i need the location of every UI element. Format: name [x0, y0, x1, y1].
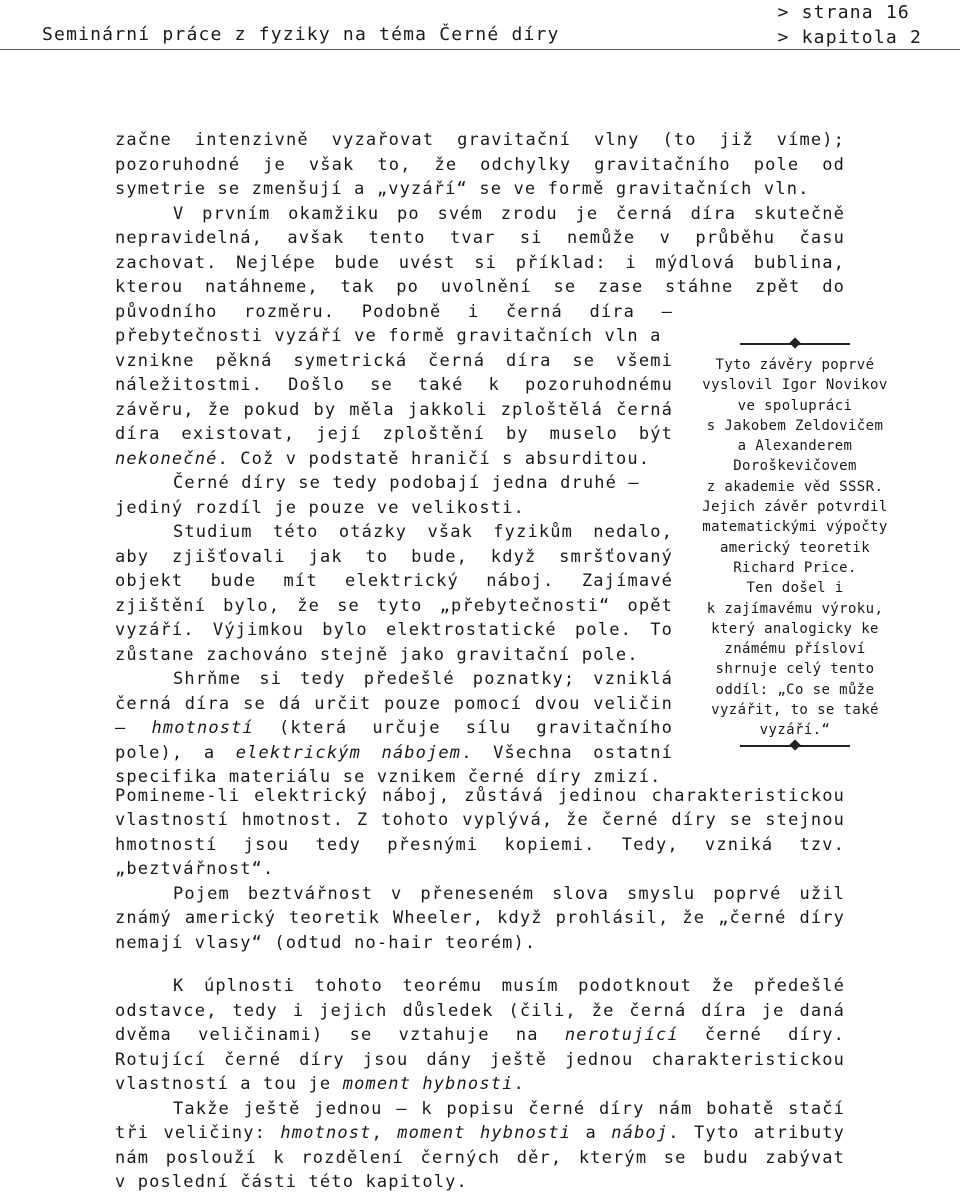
italic-term: hmotností [151, 718, 254, 738]
diamond-icon [789, 739, 800, 750]
text-line: Černé díry se tedy podobají jedna druhé – [173, 473, 640, 493]
text-fragment: . [513, 1074, 525, 1094]
sidenote-line: shrnuje celý tento [715, 661, 875, 678]
sidenote-line: známému přísloví [724, 641, 866, 658]
text-line: aby zjišťovali jak to bude, když smršťovaný [115, 546, 673, 567]
text-line: nemají vlasy“ (odtud no-hair teorém). [115, 932, 537, 953]
page-header [0, 0, 960, 50]
sidenote-line: vyzářit, to se také [711, 702, 879, 719]
text-line: vznikne pěkná symetrická černá díra se všemi [115, 350, 673, 371]
text-fragment: tři veličiny: [115, 1123, 281, 1143]
text-line: Studium této otázky však fyzikům nedalo, [173, 522, 673, 542]
text-fragment: – [115, 718, 152, 738]
sidenote-line: Ten došel i [746, 580, 844, 597]
italic-term: hmotnost [280, 1123, 372, 1143]
text-line: nepravidelná, avšak tento tvar si nemůže v průběhu času [115, 228, 845, 248]
text-line [115, 1121, 845, 1146]
text-line: „beztvářnost“. [115, 859, 275, 879]
text-line [115, 1072, 845, 1097]
text-line: náležitostmi. Došlo se také k pozoruhodnému [115, 375, 673, 395]
text-line: zjištění bylo, že se tyto „přebytečnosti“ opět [115, 595, 673, 616]
text-line: jediný rozdíl je pouze ve velikosti. [115, 497, 525, 518]
text-fragment: dvěma veličinami) se vztahuje na [115, 1025, 565, 1045]
text-fragment: . Všechna ostatní [461, 742, 673, 763]
text-line: začne intenzivně vyzařovat gravitační vlny (to již víme); [115, 130, 845, 150]
sidenote-line: Tyto závěry poprvé [715, 357, 875, 373]
text-line: původního rozměru. Podobně i černá díra – [115, 301, 673, 322]
italic-term: elektrickým nábojem [235, 742, 462, 763]
text-line: symetrie se zmenšují a „vyzáří“ se ve formě gravitačních vln. [115, 179, 810, 199]
text-line: závěru, že pokud by měla jakkoli zploštělá černá [115, 399, 673, 420]
text-fragment: vlastností a tou je [115, 1074, 343, 1094]
sidenote-line: Jejich závěr potvrdil [702, 499, 888, 516]
sidenote-line: který analogicky ke [711, 620, 879, 637]
text-line: černá díra se dá určit pouze pomocí dvou veličin [115, 693, 673, 714]
body-text-narrow [115, 300, 673, 790]
header-divider [0, 49, 960, 50]
text-line: v poslední části této kapitoly. [115, 1172, 468, 1192]
text-line: vyzáří. Výjimkou bylo elektrostatické pole. To [115, 620, 673, 640]
sidenote-line: oddíl: „Co se může [715, 681, 875, 698]
text-line: pozoruhodné je však to, že odchylky gravitačního pole od [115, 154, 845, 175]
sidenote-line: Doroškevičovem [733, 458, 857, 475]
text-line: specifika materiálu se vznikem černé díry zmizí. [115, 767, 662, 787]
text-fragment: , [371, 1123, 398, 1143]
sidenote-line: Richard Price. [733, 559, 857, 576]
italic-term: nerotující [564, 1025, 679, 1045]
text-line: kterou natáhneme, tak po uvolnění se zase stáhne zpět do [115, 277, 845, 297]
text-line: Pojem beztvářnost v přeneseném slova smyslu poprvé užil [173, 883, 845, 904]
sidenote-line: a Alexanderem [737, 438, 853, 455]
text-line: hmotností jsou tedy přesnými kopiemi. Tedy, vzniká tzv. [115, 834, 845, 855]
text-line: díra existovat, její zploštění by muselo být [115, 424, 673, 444]
body-text-final [115, 974, 845, 1195]
text-fragment: pole), a [115, 742, 236, 763]
text-line: zůstane zachováno stejně jako gravitační pole. [115, 644, 639, 665]
text-fragment: . Tyto atributy [668, 1123, 846, 1143]
sidenote-line: vyslovil Igor Novikov [702, 377, 888, 394]
text-line: objekt bude mít elektrický náboj. Zajímavé [115, 571, 673, 591]
text-fragment: černé díry. [678, 1025, 845, 1045]
italic-term: moment hybnosti [342, 1074, 514, 1094]
sidenote-line: matematickými výpočty [702, 519, 888, 536]
text-line [115, 447, 673, 472]
sidenote-line: z akademie věd SSSR. [706, 478, 884, 495]
text-line: K úplnosti tohoto teorému musím podotknout že předešlé [173, 976, 845, 996]
text-line: Shrňme si tedy předešlé poznatky; vzniklá [173, 669, 673, 689]
chapter-number: > kapitola 2 [777, 27, 922, 48]
text-line: známý americký teoretik Wheeler, když prohlásil, že „černé díry [115, 908, 845, 928]
text-fragment: (která určuje sílu gravitačního [253, 718, 673, 738]
diamond-icon [789, 337, 800, 348]
document-title: Seminární práce z fyziky na téma Černé díry [42, 24, 560, 45]
sidenote-line: s Jakobem Zeldovičem [706, 417, 884, 434]
text-line: přebytečnosti vyzáří ve formě gravitačních vln a [115, 326, 662, 346]
page-number: > strana 16 [777, 2, 910, 23]
sidenote-line: vyzáří.“ [759, 722, 831, 739]
text-fragment: . Což v podstatě hraničí s absurditou. [217, 448, 651, 469]
ornament-divider-bottom [740, 739, 850, 753]
text-line [115, 716, 673, 741]
text-line [115, 741, 673, 766]
sidenote [684, 337, 906, 753]
text-fragment: a [571, 1123, 612, 1143]
text-line: vlastností hmotnost. Z tohoto vyplývá, že černé díry se stejnou [115, 810, 845, 830]
text-line: zachovat. Nejlépe bude uvést si příklad: i mýdlová bublina, [115, 252, 845, 273]
text-line: nám poslouží k rozdělení černých děr, kterým se budu zabývat [115, 1147, 845, 1168]
sidenote-text [684, 355, 906, 741]
ornament-divider-top [740, 337, 850, 351]
italic-term: moment hybnosti [397, 1123, 572, 1143]
text-line: odstavce, tedy i jejich důsledek (čili, že černá díra je daná [115, 1000, 845, 1021]
text-line [115, 1023, 845, 1048]
text-line: Pomineme-li elektrický náboj, zůstává jedinou charakteristickou [115, 785, 845, 806]
text-line: V prvním okamžiku po svém zrodu je černá díra skutečně [173, 203, 845, 224]
body-text [115, 128, 845, 300]
italic-term: nekonečné [115, 448, 218, 469]
body-text-lower [115, 784, 845, 956]
sidenote-line: ve spolupráci [737, 397, 853, 414]
italic-term: náboj [611, 1123, 669, 1143]
sidenote-line: americký teoretik [719, 539, 871, 556]
sidenote-line: k zajímavému výroku, [706, 600, 884, 617]
text-line: Takže ještě jednou – k popisu černé díry nám bohatě stačí [173, 1098, 845, 1119]
page-indicator [778, 0, 922, 50]
text-line: Rotující černé díry jsou dány ještě jednou charakteristickou [115, 1049, 845, 1070]
